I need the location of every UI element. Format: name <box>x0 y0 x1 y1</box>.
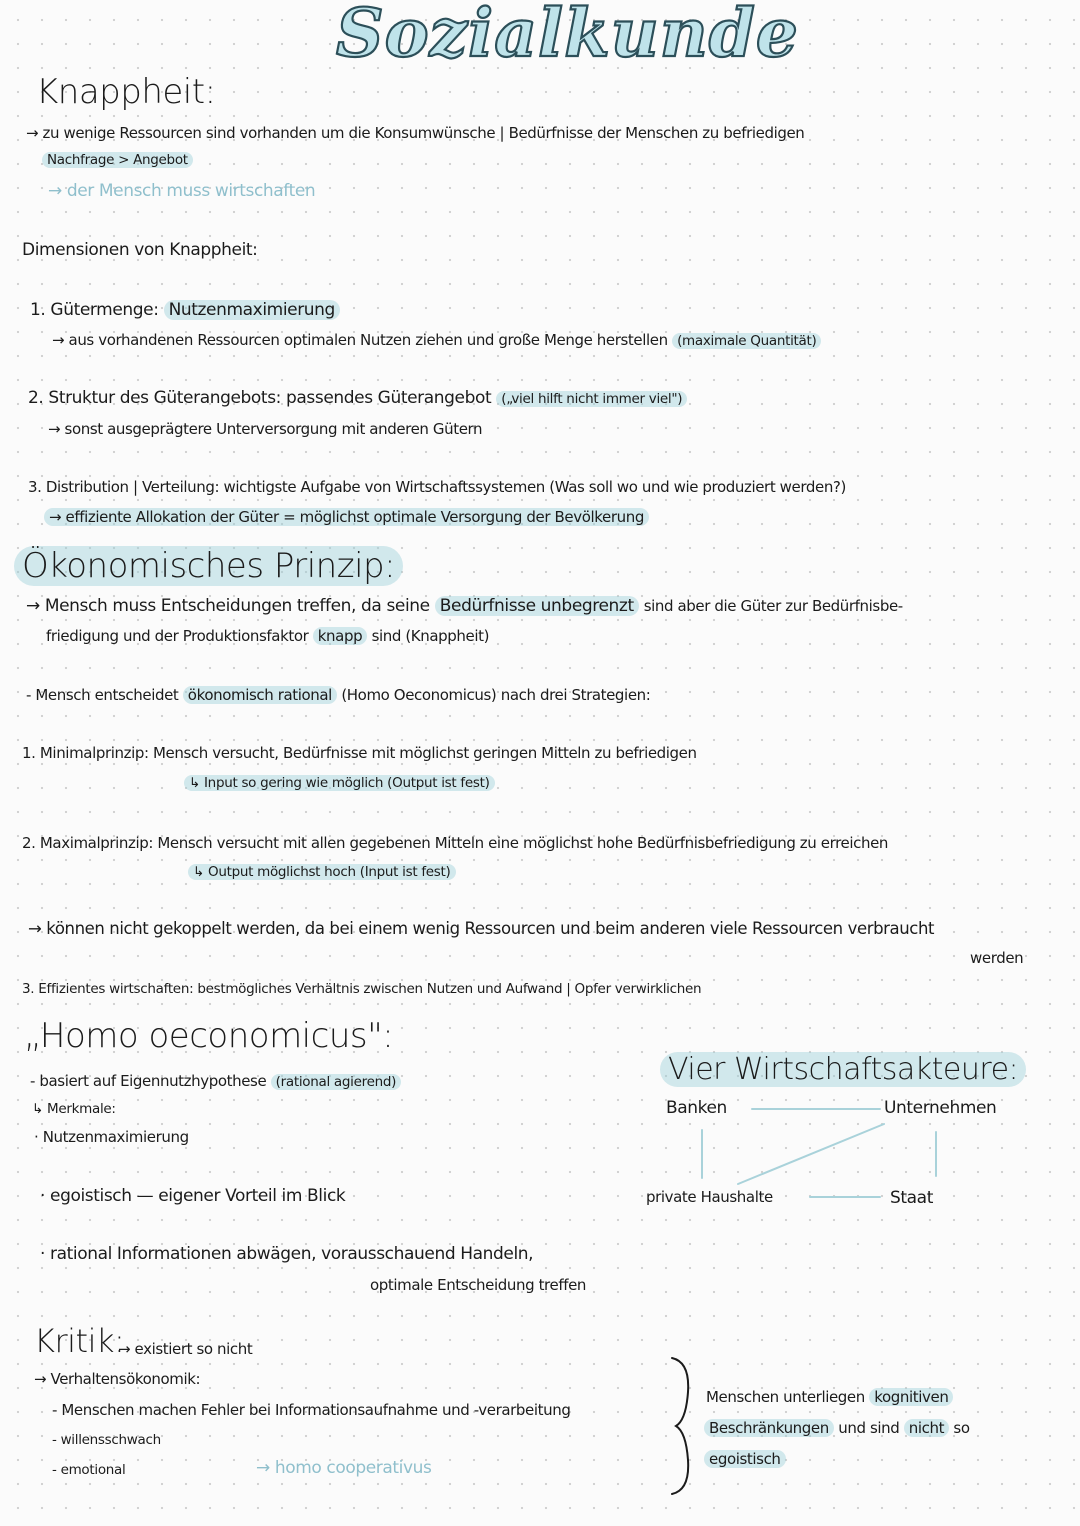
kritik-note: → existiert so nicht <box>118 1340 253 1358</box>
kritik-right-2 <box>704 1419 970 1437</box>
knappheit-heading: Knappheit: <box>36 72 216 112</box>
prinzip-line-3c: (Homo Oeconomicus) nach drei Strategien: <box>341 686 651 704</box>
kritik-highlight-beschraenkungen: Beschränkungen <box>704 1419 834 1437</box>
akteure-heading: Vier Wirtschaftsakteure: <box>660 1052 1026 1087</box>
homo-cooperativus: → homo cooperativus <box>256 1458 432 1478</box>
line-unternehmen-haushalte <box>738 1124 884 1184</box>
dimension-1-desc-text: → aus vorhandenen Ressourcen optimalen Nutzen ziehen und große Menge herstellen <box>52 331 668 349</box>
dimension-2-desc: → sonst ausgeprägtere Unterversorgung mit anderen Gütern <box>48 420 483 438</box>
dimension-3-label: 3. Distribution | Verteilung: <box>28 478 220 496</box>
maximalprinzip-sub: ↳ Output möglichst hoch (Input ist fest) <box>188 864 456 880</box>
dimension-1-value: Nutzenmaximierung <box>164 300 340 320</box>
prinzip-highlight-unbegrenzt: Bedürfnisse unbegrenzt <box>435 596 639 616</box>
dimensionen-heading: Dimensionen von Knappheit: <box>22 240 258 260</box>
kritik-right-3: egoistisch <box>704 1450 786 1468</box>
kritik-line-2: - Menschen machen Fehler bei Informationsaufnahme und -verarbeitung <box>52 1401 571 1419</box>
homo-heading: „Homo oeconomicus": <box>24 1016 394 1056</box>
homo-merkmal-3b: optimale Entscheidung treffen <box>370 1276 587 1294</box>
homo-merkmal-3: · rational Informationen abwägen, vorausschauend Handeln, <box>40 1244 534 1264</box>
knappheit-tag: Nachfrage > Angebot <box>42 152 193 168</box>
dimension-3-question: (Was soll wo und wie produziert werden?) <box>549 478 846 496</box>
kritik-highlight-nicht: nicht <box>904 1419 949 1437</box>
kritik-line-1: → Verhaltensökonomik: <box>34 1370 201 1388</box>
prinzip-note: → können nicht gekoppelt werden, da bei einem wenig Ressourcen und beim anderen viele Ressourcen verbraucht <box>28 919 935 938</box>
effizienz-label: 3. Effizientes wirtschaften: <box>22 981 194 997</box>
homo-hypothese: - basiert auf Eigennutzhypothese <box>30 1072 267 1090</box>
akteur-banken: Banken <box>666 1098 727 1118</box>
dimension-3-desc: → effiziente Allokation der Güter = möglichst optimale Versorgung der Bevölkerung <box>44 508 649 526</box>
minimalprinzip-sub: ↳ Input so gering wie möglich (Output ist fest) <box>184 775 495 791</box>
dimension-1-tag: (maximale Quantität) <box>672 333 821 349</box>
prinzip-note-end: werden <box>970 949 1024 967</box>
homo-merkmal-2: · egoistisch — eigener Vorteil im Blick <box>40 1186 346 1206</box>
kritik-line-4: - emotional <box>52 1462 126 1478</box>
prinzip-highlight-rational: ökonomisch rational <box>183 686 337 704</box>
effizienz-text: bestmögliches Verhältnis zwischen Nutzen und Aufwand | Opfer verwirklichen <box>197 981 702 997</box>
prinzip-highlight-knapp: knapp <box>313 627 367 645</box>
akteur-unternehmen: Unternehmen <box>884 1098 997 1118</box>
kritik-right-2d: so <box>953 1419 970 1437</box>
dimension-2-label: 2. Struktur des Güterangebots: <box>28 388 281 408</box>
minimalprinzip-label: 1. Minimalprinzip: <box>22 744 149 762</box>
prinzip-line-3a: - Mensch entscheidet <box>26 686 179 704</box>
knappheit-consequence: → der Mensch muss wirtschaften <box>48 181 316 201</box>
dimension-2-value: passendes Güterangebot <box>286 388 492 408</box>
homo-tag: (rational agierend) <box>271 1074 401 1090</box>
maximalprinzip-label: 2. Maximalprinzip: <box>22 834 154 852</box>
prinzip-heading: Ökonomisches Prinzip: <box>14 546 403 586</box>
akteur-haushalte: private Haushalte <box>646 1188 773 1206</box>
homo-merkmal-1: · Nutzenmaximierung <box>34 1128 189 1146</box>
kritik-line-3: - willensschwach <box>52 1432 161 1448</box>
kritik-highlight-kognitiven: kognitiven <box>869 1388 953 1406</box>
prinzip-line-1a: → Mensch muss Entscheidungen treffen, da seine <box>26 596 430 616</box>
kritik-heading: Kritik: <box>34 1322 125 1360</box>
maximalprinzip-text: Mensch versucht mit allen gegebenen Mitteln eine möglichst hohe Bedürfnisbefriedigung zu erreichen <box>157 834 889 852</box>
prinzip-line-2c: sind (Knappheit) <box>371 627 490 645</box>
dimension-2-quote: („viel hilft nicht immer viel") <box>496 391 687 407</box>
prinzip-line-2a: friedigung und der Produktionsfaktor <box>46 627 309 645</box>
kritik-brace <box>672 1358 688 1494</box>
knappheit-definition: → zu wenige Ressourcen sind vorhanden um die Konsumwünsche | Bedürfnisse der Menschen zu befriedigen <box>26 124 805 142</box>
akteur-staat: Staat <box>890 1188 933 1208</box>
page-title: Sozialkunde <box>336 0 799 72</box>
kritik-right-1a: Menschen unterliegen <box>706 1388 865 1406</box>
dimension-3-value: wichtigste Aufgabe von Wirtschaftssystemen <box>223 478 545 496</box>
kritik-right-2b: und sind <box>838 1419 900 1437</box>
minimalprinzip-text: Mensch versucht, Bedürfnisse mit möglichst geringen Mitteln zu befriedigen <box>153 744 697 762</box>
homo-merkmale: ↳ Merkmale: <box>32 1101 116 1117</box>
dimension-1-label: 1. Gütermenge: <box>30 300 159 320</box>
prinzip-line-1c: sind aber die Güter zur Bedürfnisbe- <box>643 597 903 615</box>
kritik-right-1 <box>706 1388 953 1406</box>
